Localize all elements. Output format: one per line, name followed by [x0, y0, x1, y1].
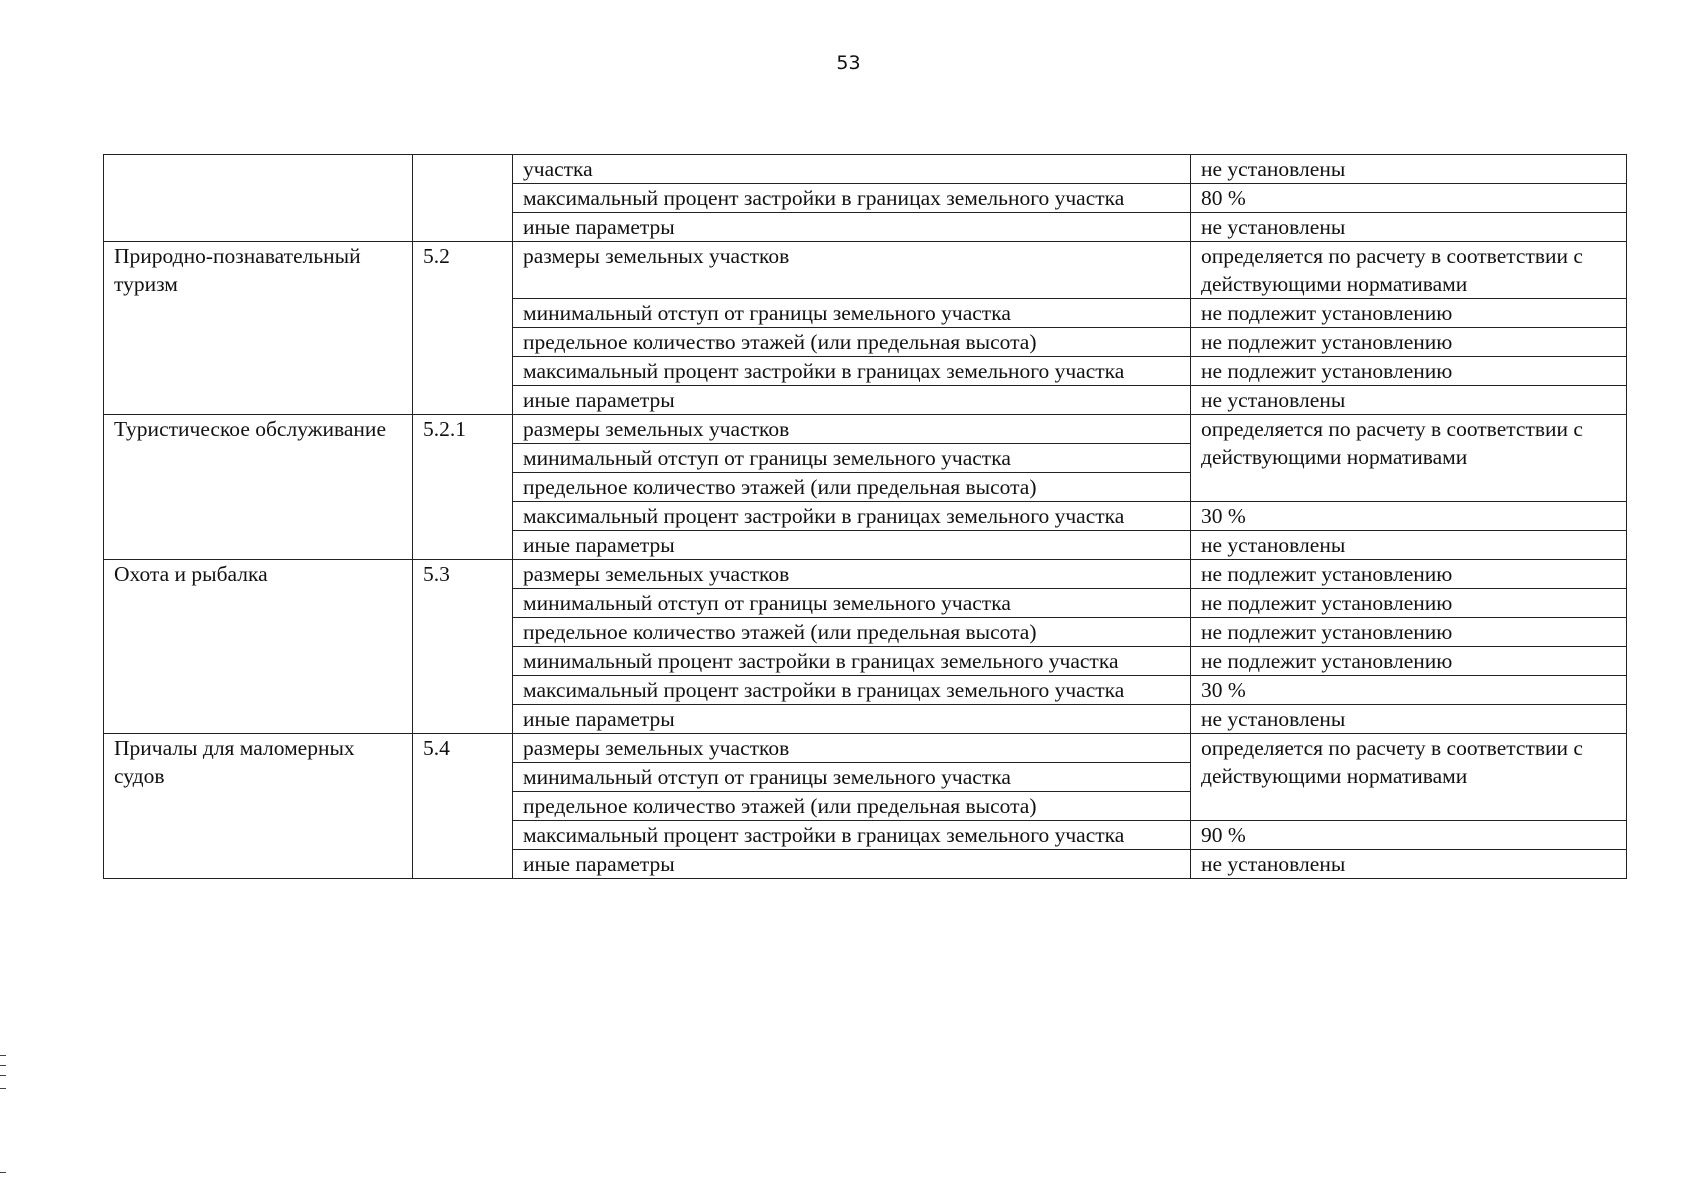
- value-cell: 90 %: [1191, 821, 1627, 850]
- scan-mark: [0, 1065, 6, 1066]
- value-cell: не подлежит установлению: [1191, 299, 1627, 328]
- use-type-code-cell: 5.2: [413, 242, 513, 415]
- value-cell-merged: определяется по расчету в соответствии с действующими нормативами: [1191, 734, 1627, 821]
- parameter-cell: иные параметры: [513, 531, 1191, 560]
- use-type-code-cell: [413, 155, 513, 242]
- value-cell: не установлены: [1191, 531, 1627, 560]
- parameter-cell: максимальный процент застройки в границах земельного участка: [513, 676, 1191, 705]
- parameter-cell: минимальный отступ от границы земельного участка: [513, 444, 1191, 473]
- use-type-code-cell: 5.3: [413, 560, 513, 734]
- parameter-cell: минимальный отступ от границы земельного участка: [513, 589, 1191, 618]
- value-cell-merged: определяется по расчету в соответствии с действующими нормативами: [1191, 415, 1627, 502]
- value-cell: 30 %: [1191, 676, 1627, 705]
- value-cell: не подлежит установлению: [1191, 328, 1627, 357]
- value-cell: не подлежит установлению: [1191, 357, 1627, 386]
- value-cell: не подлежит установлению: [1191, 560, 1627, 589]
- value-cell: не подлежит установлению: [1191, 589, 1627, 618]
- table-row: [104, 560, 1627, 589]
- use-type-name-cell: [104, 155, 413, 242]
- parameter-cell: минимальный процент застройки в границах земельного участка: [513, 647, 1191, 676]
- parameter-cell: иные параметры: [513, 386, 1191, 415]
- value-cell: не установлены: [1191, 386, 1627, 415]
- table-row: [104, 242, 1627, 299]
- parameter-cell: размеры земельных участков: [513, 734, 1191, 763]
- value-cell: определяется по расчету в соответствии с действующими нормативами: [1191, 242, 1627, 299]
- parameter-cell: участка: [513, 155, 1191, 184]
- use-type-name-cell: Причалы для маломерных судов: [104, 734, 413, 879]
- table-row: [104, 415, 1627, 444]
- parameter-cell: размеры земельных участков: [513, 242, 1191, 299]
- parameter-cell: максимальный процент застройки в границах земельного участка: [513, 821, 1191, 850]
- parameter-cell: предельное количество этажей (или предельная высота): [513, 328, 1191, 357]
- scan-mark: [0, 1088, 6, 1089]
- parameter-cell: максимальный процент застройки в границах земельного участка: [513, 502, 1191, 531]
- page-number: 53: [836, 52, 861, 74]
- parameter-cell: иные параметры: [513, 850, 1191, 879]
- parameter-cell: минимальный отступ от границы земельного участка: [513, 299, 1191, 328]
- scan-mark: [0, 1172, 6, 1173]
- scan-mark: [0, 1055, 6, 1056]
- use-type-name-cell: Природно-познавательный туризм: [104, 242, 413, 415]
- parameter-cell: предельное количество этажей (или предельная высота): [513, 473, 1191, 502]
- use-type-name-cell: Охота и рыбалка: [104, 560, 413, 734]
- use-type-name-cell: Туристическое обслуживание: [104, 415, 413, 560]
- table-row: [104, 734, 1627, 763]
- parameter-cell: максимальный процент застройки в границах земельного участка: [513, 184, 1191, 213]
- value-cell: не установлены: [1191, 850, 1627, 879]
- table-row: [104, 155, 1627, 184]
- use-type-code-cell: 5.2.1: [413, 415, 513, 560]
- use-type-code-cell: 5.4: [413, 734, 513, 879]
- parameter-cell: максимальный процент застройки в границах земельного участка: [513, 357, 1191, 386]
- parameter-cell: размеры земельных участков: [513, 560, 1191, 589]
- value-cell: не подлежит установлению: [1191, 618, 1627, 647]
- parameter-cell: размеры земельных участков: [513, 415, 1191, 444]
- value-cell: не установлены: [1191, 705, 1627, 734]
- value-cell: не подлежит установлению: [1191, 647, 1627, 676]
- land-use-parameters-table: [103, 154, 1627, 879]
- parameter-cell: иные параметры: [513, 213, 1191, 242]
- parameter-cell: иные параметры: [513, 705, 1191, 734]
- parameter-cell: предельное количество этажей (или предельная высота): [513, 792, 1191, 821]
- value-cell: 30 %: [1191, 502, 1627, 531]
- parameter-cell: минимальный отступ от границы земельного участка: [513, 763, 1191, 792]
- parameter-cell: предельное количество этажей (или предельная высота): [513, 618, 1191, 647]
- value-cell: не установлены: [1191, 213, 1627, 242]
- value-cell: не установлены: [1191, 155, 1627, 184]
- value-cell: 80 %: [1191, 184, 1627, 213]
- scan-mark: [0, 1075, 6, 1076]
